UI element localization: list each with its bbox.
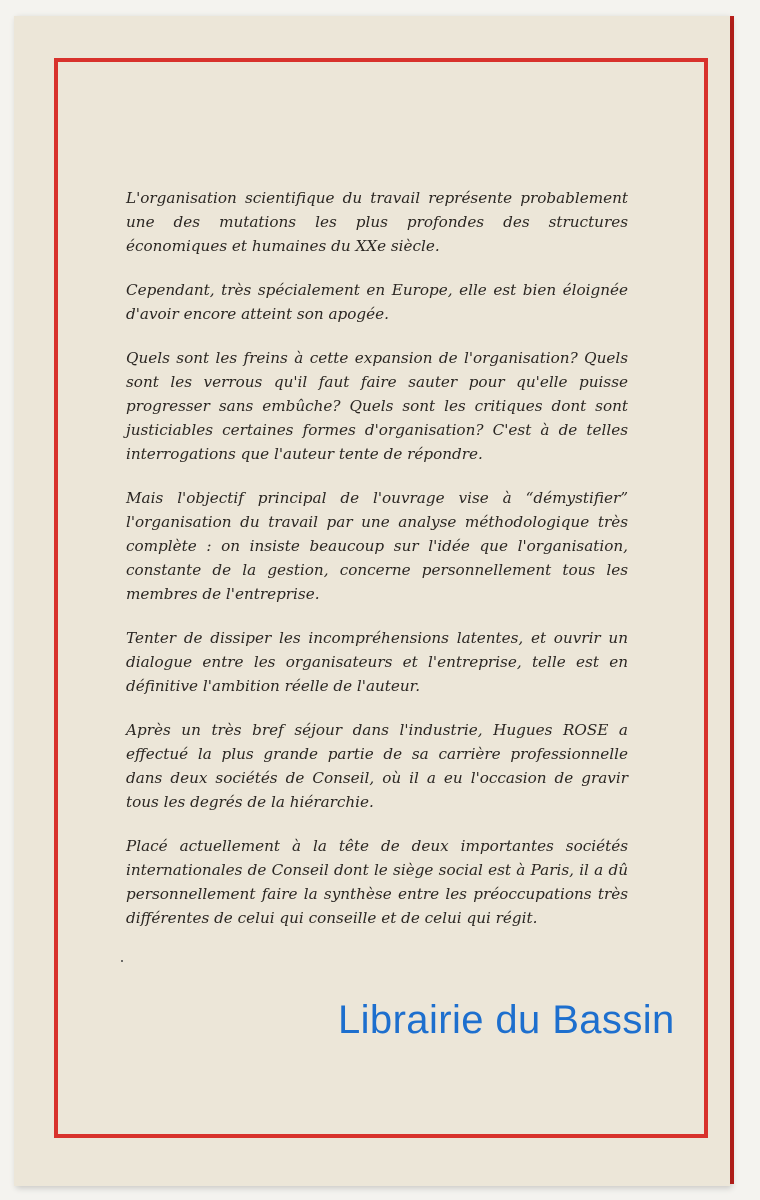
paragraph-author-current: Placé actuellement à la tête de deux importantes sociétés internationales de Conseil dont le siège social est à Paris, il a dû personnellement faire la synthèse entre les préoccupations très différentes de celui qui conseille et de celui qui régit. — [126, 837, 628, 927]
paragraph-objective: Mais l'objectif principal de l'ouvrage vise à “démystifier” l'organisation du travail par une analyse méthodologique très complète : on insiste beaucoup sur l'idée que l'organisation, constante de la gestion, concerne personnellement tous les membres de l'entreprise. — [126, 489, 628, 603]
paragraph-ambition: Tenter de dissiper les incompréhensions latentes, et ouvrir un dialogue entre les organisateurs et l'entreprise, telle est en définitive l'ambition réelle de l'auteur. — [126, 629, 628, 695]
print-speck — [121, 960, 123, 962]
seller-watermark: Librairie du Bassin — [338, 998, 675, 1042]
back-cover-text — [126, 186, 628, 950]
paragraph-author-career: Après un très bref séjour dans l'industrie, Hugues ROSE a effectué la plus grande partie de sa carrière professionnelle dans deux sociétés de Conseil, où il a eu l'occasion de gravir tous les degrés de la hiérarchie. — [126, 721, 628, 811]
paragraph-europe: Cependant, très spécialement en Europe, elle est bien éloignée d'avoir encore atteint son apogée. — [126, 281, 628, 323]
paragraph-questions: Quels sont les freins à cette expansion de l'organisation? Quels sont les verrous qu'il faut faire sauter pour qu'elle puisse progresser sans embûche? Quels sont les critiques dont sont justiciables certaines formes d'organisation? C'est à de telles interrogations que l'auteur tente de répondre. — [126, 349, 628, 463]
paragraph-intro: L'organisation scientifique du travail représente probablement une des mutations les plus profondes des structures économiques et humaines du XXe siècle. — [126, 189, 628, 255]
